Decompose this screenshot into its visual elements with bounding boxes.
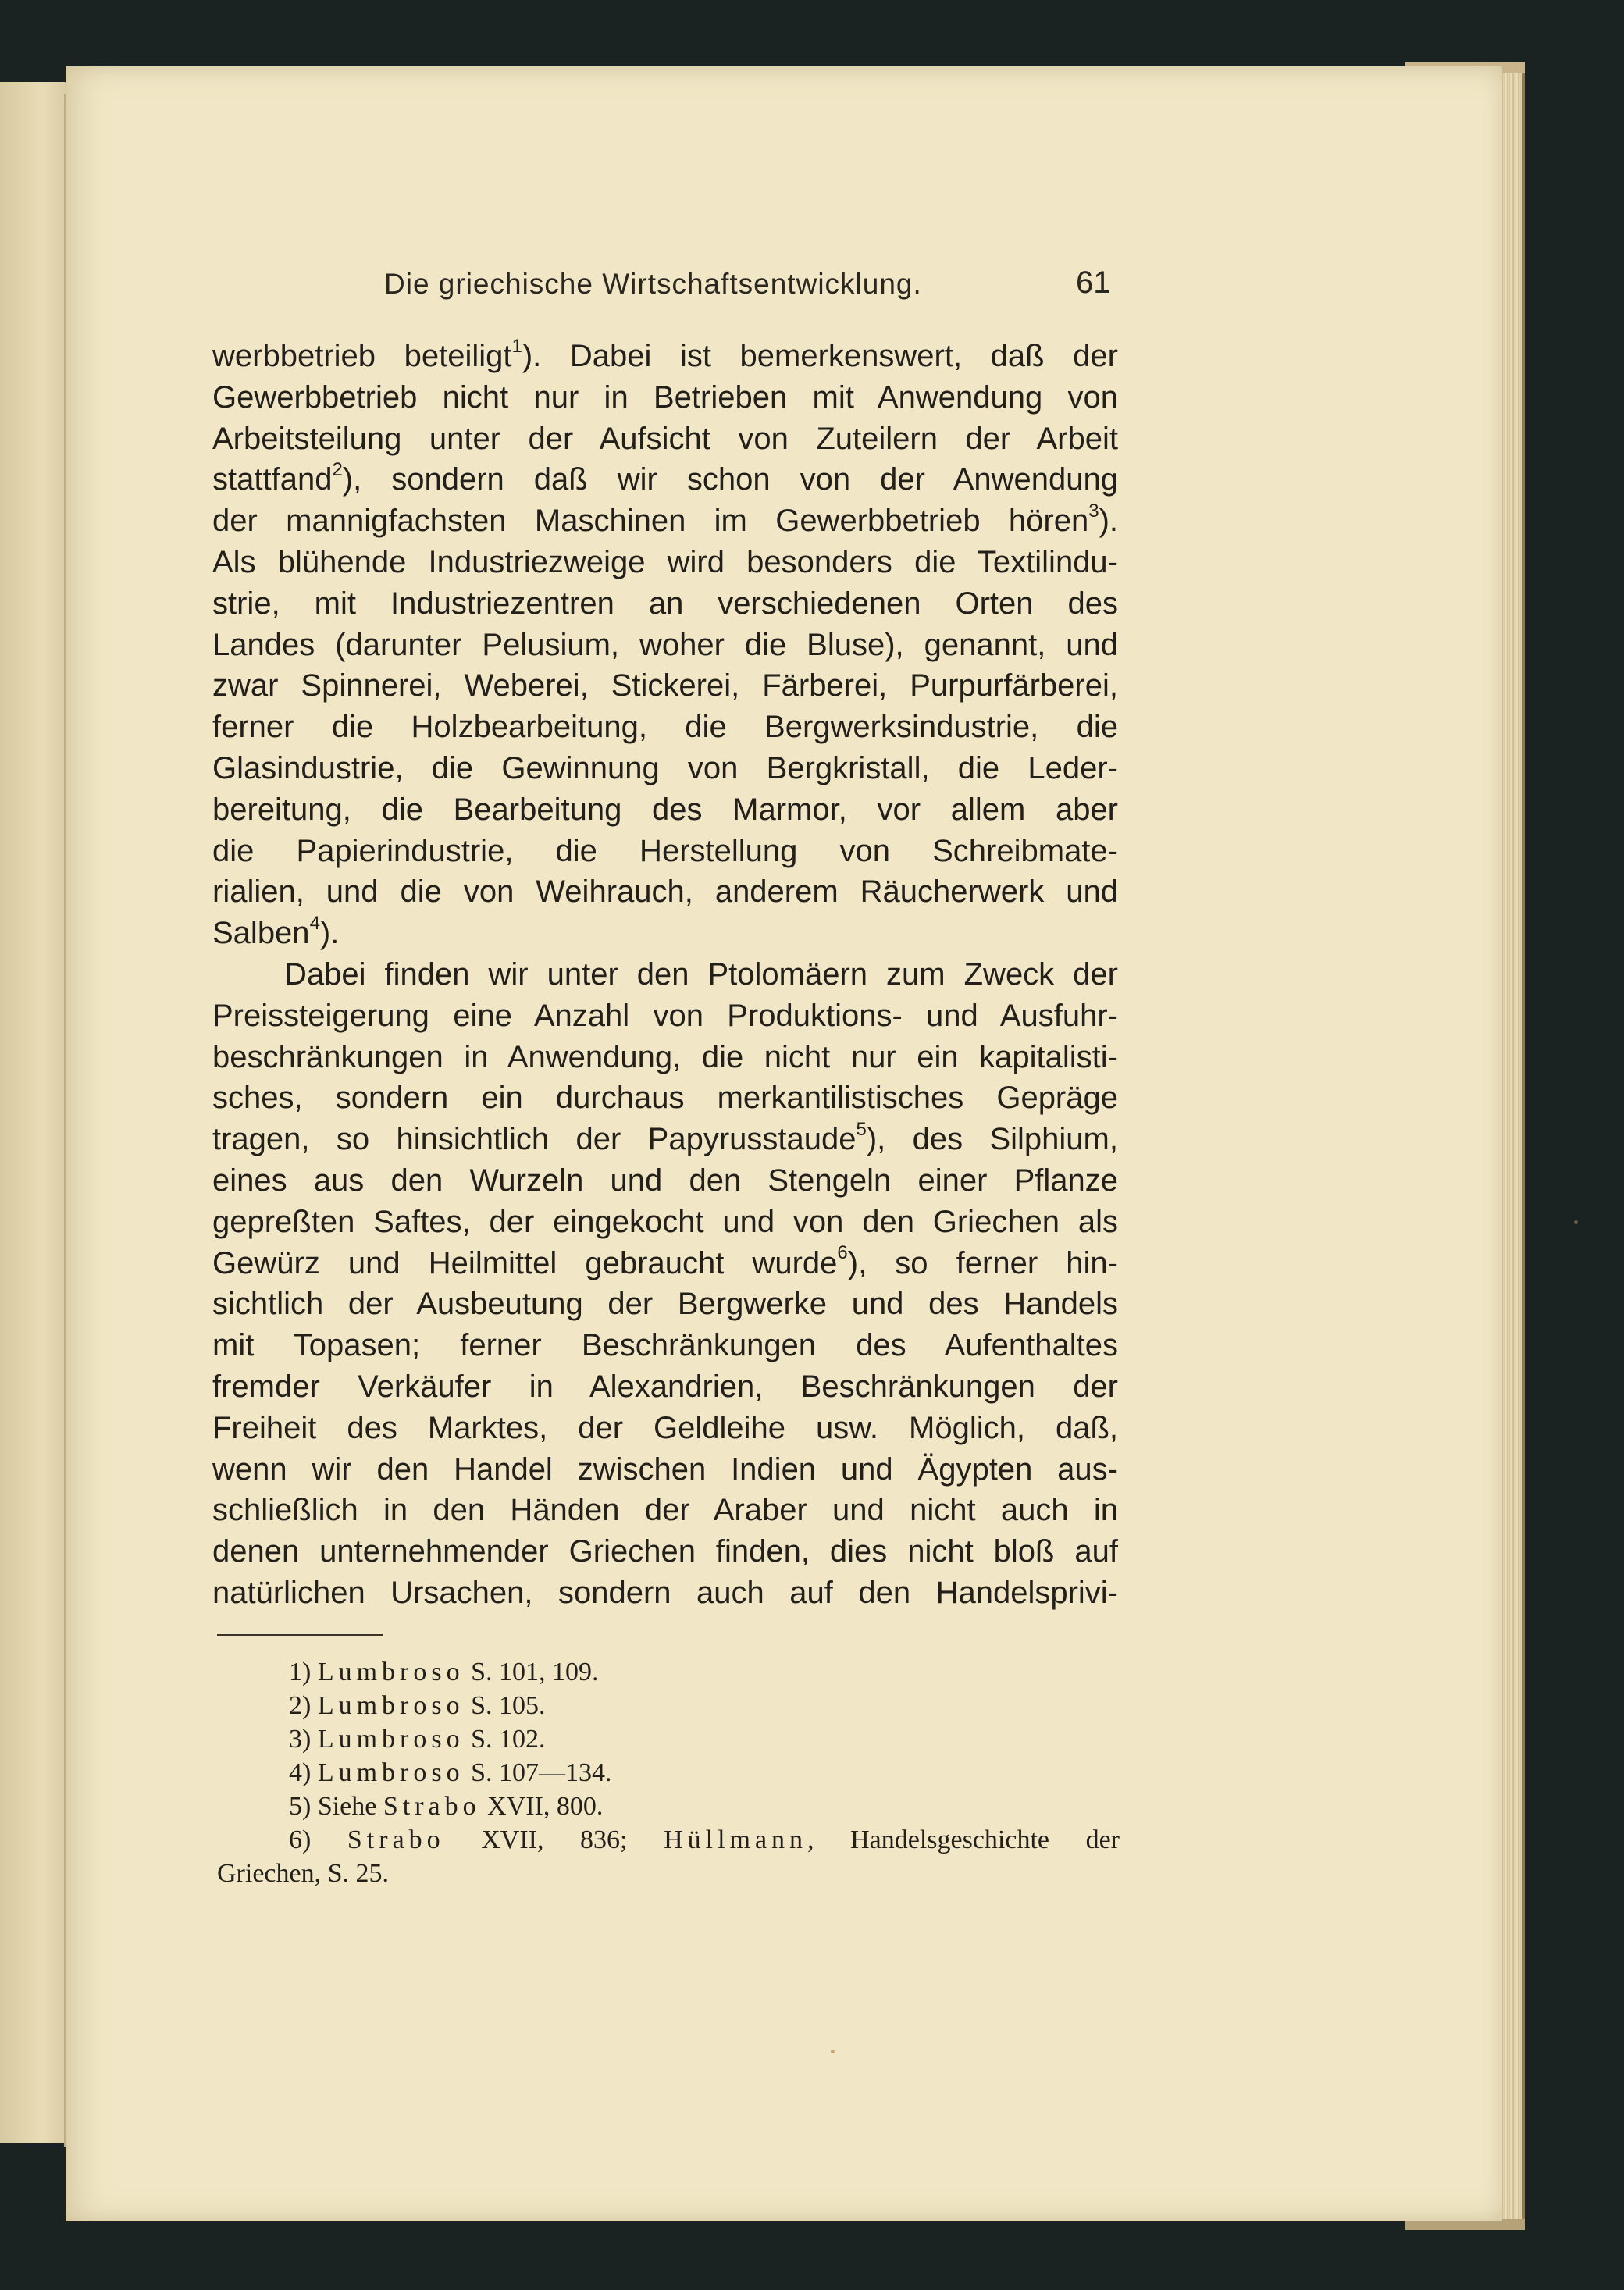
paper-speck	[831, 2050, 835, 2053]
footnote-author: Lumbroso	[317, 1691, 465, 1720]
paper-speck	[1574, 1220, 1578, 1224]
body-line: stattfand$^2$), sondern daß wir schon von der Anwendung	[212, 459, 1118, 497]
body-line: fremder Verkäufer in Alexandrien, Beschränkungen der	[212, 1369, 1118, 1404]
footnote-author: Strabo	[383, 1792, 481, 1821]
page-number: 61	[1076, 265, 1111, 300]
body-line: beschränkungen in Anwendung, die nicht nur ein kapitalisti-	[212, 1039, 1118, 1074]
body-line: Landes (darunter Pelusium, woher die Bluse), genannt, und	[212, 627, 1118, 662]
footnote: 1) Lumbroso S. 101, 109.	[289, 1658, 599, 1686]
body-line: strie, mit Industriezentren an verschiedenen Orten des	[212, 586, 1118, 621]
footnote-author: Lumbroso	[317, 1758, 465, 1787]
body-line: der mannigfachsten Maschinen im Gewerbbetrieb hören$^3$).	[212, 500, 1118, 539]
body-text	[212, 336, 1118, 1614]
body-line: Als blühende Industriezweige wird besonders die Textilindu-	[212, 544, 1118, 579]
body-line: Arbeitsteilung unter der Aufsicht von Zuteilern der Arbeit	[212, 421, 1118, 456]
body-line: Gewerbbetrieb nicht nur in Betrieben mit Anwendung von	[212, 379, 1118, 415]
body-line: Salben$^4$).	[212, 912, 340, 951]
body-line: mit Topasen; ferner Beschränkungen des Aufenthaltes	[212, 1328, 1118, 1363]
footnote-ref: 4	[309, 912, 320, 934]
body-line: gepreßten Saftes, der eingekocht und von den Griechen als	[212, 1204, 1118, 1239]
body-line: ferner die Holzbearbeitung, die Bergwerksindustrie, die	[212, 710, 1118, 745]
body-line: sichtlich der Ausbeutung der Bergwerke und des Handels	[212, 1287, 1118, 1322]
running-header	[384, 268, 1134, 315]
body-line: natürlichen Ursachen, sondern auch auf den Handelsprivi-	[212, 1575, 1118, 1610]
body-line: schließlich in den Händen der Araber und nicht auch in	[212, 1493, 1118, 1528]
body-line: werbbetrieb beteiligt$^1$). Dabei ist bemerkenswert, daß der	[212, 335, 1118, 373]
footnote-author: Lumbroso	[317, 1725, 465, 1754]
body-line: Freiheit des Marktes, der Geldleihe usw. Möglich, daß,	[212, 1410, 1118, 1445]
footnotes	[217, 1655, 1120, 1890]
footnote: 5) Siehe Strabo XVII, 800.	[289, 1792, 604, 1821]
body-line: sches, sondern ein durchaus merkantilistisches Gepräge	[212, 1081, 1118, 1116]
footnote-author: Strabo	[347, 1825, 445, 1854]
footnote-ref: 6	[837, 1242, 848, 1264]
body-line: Glasindustrie, die Gewinnung von Bergkristall, die Leder-	[212, 750, 1118, 785]
footnote-author: Hüllmann	[664, 1825, 808, 1854]
left-page-edge	[0, 82, 69, 2143]
body-line: eines aus den Wurzeln und den Stengeln einer Pflanze	[212, 1163, 1118, 1198]
body-line: Preissteigerung eine Anzahl von Produktions- und Ausfuhr-	[212, 998, 1118, 1033]
body-line: tragen, so hinsichtlich der Papyrusstaude$^5$), des Silphium,	[212, 1118, 1118, 1157]
body-line: Gewürz und Heilmittel gebraucht wurde$^6$), so ferner hin-	[212, 1242, 1118, 1280]
body-line: rialien, und die von Weihrauch, anderem Räucherwerk und	[212, 874, 1118, 910]
footnote-separator	[217, 1634, 383, 1636]
body-line: zwar Spinnerei, Weberei, Stickerei, Färberei, Purpurfärberei,	[212, 668, 1118, 703]
footnote-ref: 5	[856, 1118, 867, 1140]
footnote: 6) Strabo XVII, 836; Hüllmann, Handelsgeschichte der	[289, 1825, 1120, 1854]
footnote-ref: 2	[332, 459, 343, 481]
body-line: bereitung, die Bearbeitung des Marmor, vor allem aber	[212, 792, 1118, 827]
body-line: Dabei finden wir unter den Ptolomäern zum Zweck der	[284, 956, 1118, 992]
footnote: 3) Lumbroso S. 102.	[289, 1725, 546, 1754]
footnote-ref: 1	[511, 335, 522, 357]
running-title: Die griechische Wirtschaftsentwicklung.	[384, 268, 922, 300]
body-line: denen unternehmender Griechen finden, dies nicht bloß auf	[212, 1534, 1118, 1569]
footnote-author: Lumbroso	[317, 1658, 465, 1686]
body-line: die Papierindustrie, die Herstellung von Schreibmate-	[212, 833, 1118, 868]
footnote: 2) Lumbroso S. 105.	[289, 1691, 546, 1720]
footnote-ref: 3	[1088, 500, 1099, 522]
body-line: wenn wir den Handel zwischen Indien und Ägypten aus-	[212, 1451, 1118, 1487]
footnote: 4) Lumbroso S. 107—134.	[289, 1758, 612, 1787]
footnote: Griechen, S. 25.	[217, 1859, 390, 1888]
